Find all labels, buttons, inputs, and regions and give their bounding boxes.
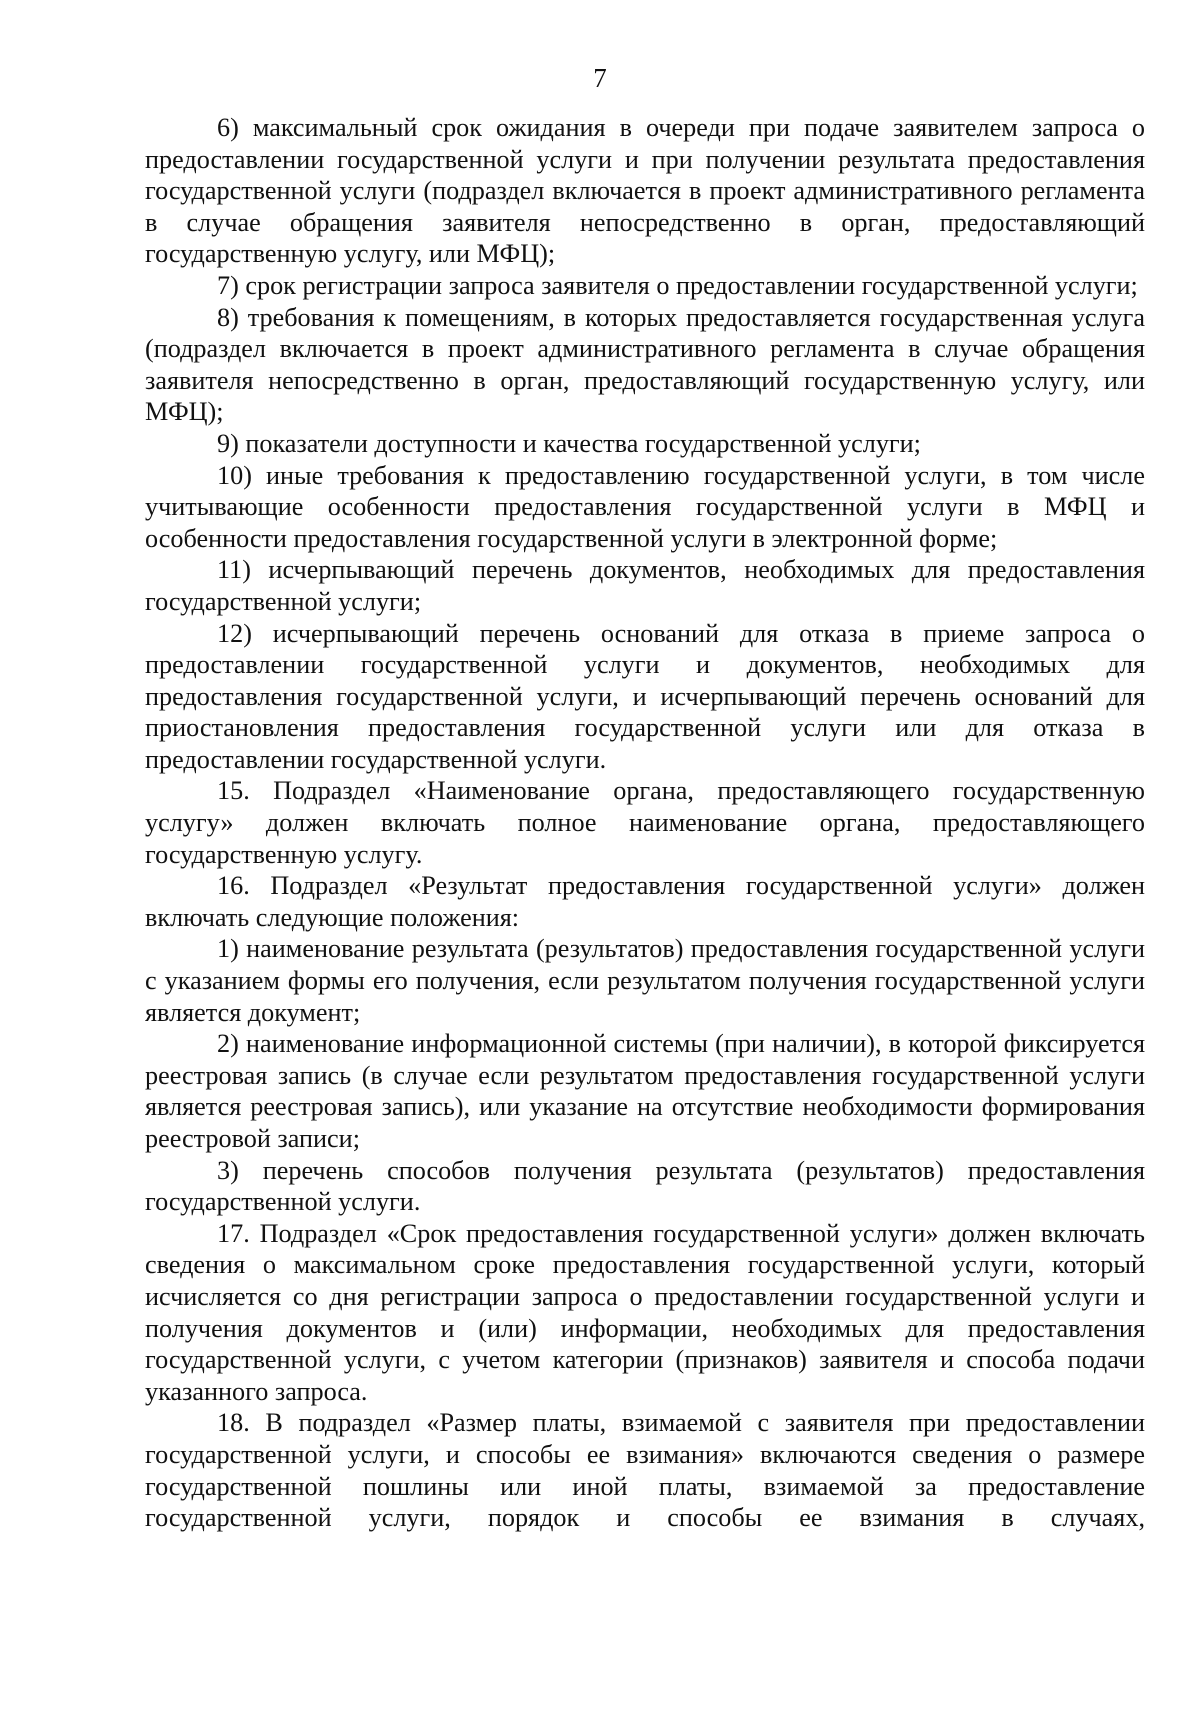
paragraph-section-15: 15. Подраздел «Наименование органа, предоставляющего государственную услугу» должен включать полное наименование органа, предоставляющего государственную услугу. [145,776,1145,869]
paragraph-item-7: 7) срок регистрации запроса заявителя о предоставлении государственной услуги; [217,270,1138,300]
paragraph-subitem-2: 2) наименование информационной системы (при наличии), в которой фиксируется реестровая запись (в случае если результатом предоставления государственной услуги является реестровая запись), или указание на отсутствие необходимости формирования реестровой записи; [145,1029,1145,1153]
paragraph-item-10: 10) иные требования к предоставлению государственной услуги, в том числе учитывающие особенности предоставления государственной услуги в МФЦ и особенности предоставления государственной услуги в электронной форме; [145,460,1145,553]
paragraph-section-16: 16. Подраздел «Результат предоставления государственной услуги» должен включать следующие положения: [145,871,1145,932]
paragraph-item-12: 12) исчерпывающий перечень оснований для отказа в приеме запроса о предоставлении государственной услуги и документов, необходимых для предоставления государственной услуги, и исчерпывающий перечень оснований для приостановления предоставления государственной услуги или для отказа в предоставлении государственной услуги. [145,618,1145,774]
paragraph-item-8: 8) требования к помещениям, в которых предоставляется государственная услуга (подраздел включается в проект административного регламента в случае обращения заявителя непосредственно в орган, предоставляющий государственную услугу, или МФЦ); [145,302,1145,427]
paragraph-subitem-3: 3) перечень способов получения результата (результатов) предоставления государственной услуги. [145,1155,1145,1217]
paragraph-subitem-1: 1) наименование результата (результатов) предоставления государственной услуги с указанием формы его получения, если результатом получения государственной услуги является документ; [145,934,1145,1027]
paragraph-item-11: 11) исчерпывающий перечень документов, необходимых для предоставления государственной услуги; [145,555,1145,616]
paragraph-section-17: 17. Подраздел «Срок предоставления государственной услуги» должен включать сведения о максимальном сроке предоставления государственной услуги, который исчисляется со дня регистрации запроса о предоставлении государственной услуги и получения документов и (или) информации, необходимых для предоставления государственной услуги, с учетом категории (признаков) заявителя и способа подачи указанного запроса. [145,1218,1145,1406]
paragraph-section-18: 18. В подраздел «Размер платы, взимаемой с заявителя при предоставлении государственной услуги, и способы ее взимания» включаются сведения о размере государственной пошлины или иной платы, взимаемой за предоставление государственной услуги, порядок и способы ее взимания в случаях, [145,1408,1145,1533]
page-number: 7 [593,63,607,93]
paragraph-item-6: 6) максимальный срок ожидания в очереди при подаче заявителем запроса о предоставлении государственной услуги и при получении результата предоставления государственной услуги (подраздел включается в проект административного регламента в случае обращения заявителя непосредственно в орган, предоставляющий государственную услугу, или МФЦ); [145,113,1145,269]
paragraph-item-9: 9) показатели доступности и качества государственной услуги; [217,428,921,458]
document-body [145,112,1145,1534]
